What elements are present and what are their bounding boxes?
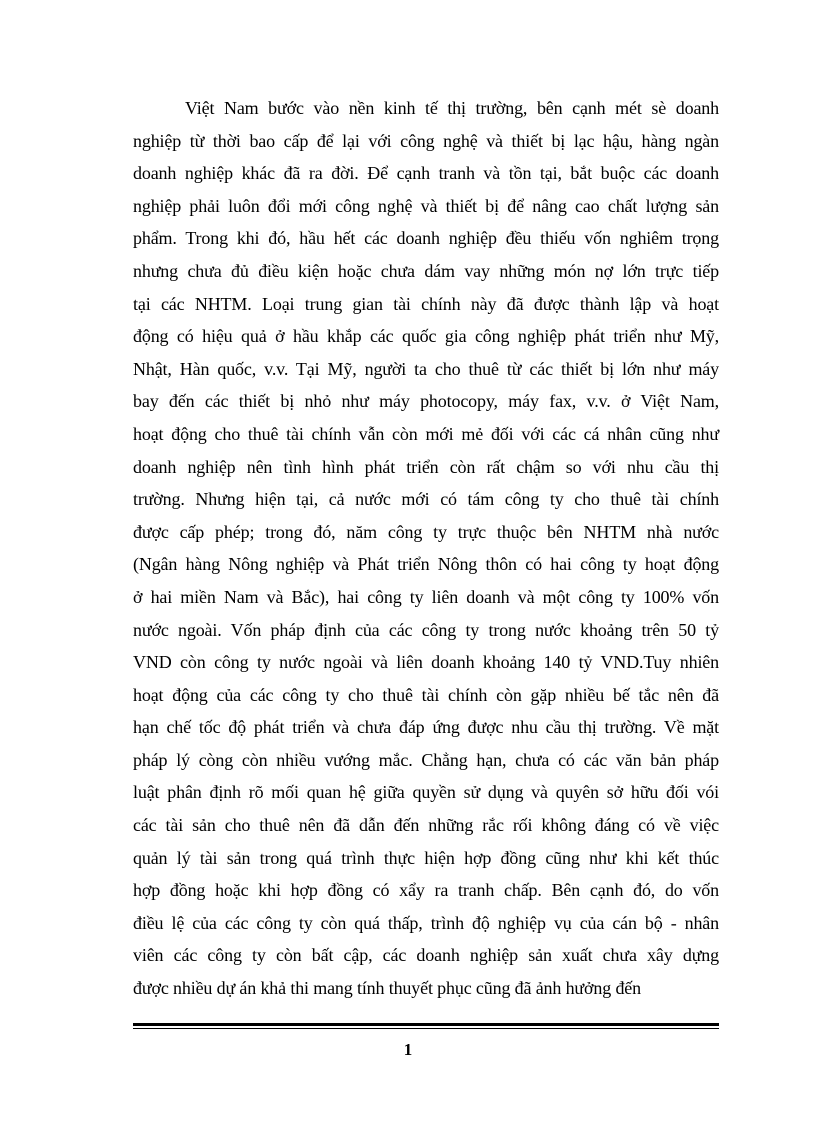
text-line: VND còn công ty nước ngoài và liên doanh khoảng 140 tỷ VND.Tuy nhiên — [133, 652, 719, 673]
text-line: (Ngân hàng Nông nghiệp và Phát triển Nông thôn có hai công ty hoạt động — [133, 554, 719, 575]
text-line: luật phân định rõ mối quan hệ giữa quyền sử dụng và quyên sở hữu đối vói — [133, 782, 719, 803]
text-line: hoạt động của các công ty cho thuê tài chính còn gặp nhiều bế tắc nên đã — [133, 684, 719, 705]
footer-rule — [133, 1023, 719, 1029]
text-line: Việt Nam bước vào nền kinh tế thị trường, bên cạnh mét sè doanh — [185, 98, 719, 118]
text-line: trường. Nhưng hiện tại, cả nước mới có tám công ty cho thuê tài chính — [133, 489, 719, 510]
text-line: phẩm. Trong khi đó, hầu hết các doanh nghiệp đều thiếu vốn nghiêm trọng — [133, 228, 719, 249]
text-line: nghiệp từ thời bao cấp để lại với công nghệ và thiết bị lạc hậu, hàng ngàn — [133, 130, 719, 151]
text-line: doanh nghiệp khác đã ra đời. Để cạnh tranh và tồn tại, bắt buộc các doanh — [133, 163, 719, 184]
text-line: Nhật, Hàn quốc, v.v. Tại Mỹ, người ta cho thuê từ các thiết bị lớn như máy — [133, 358, 719, 379]
text-line: pháp lý còng còn nhiều vướng mắc. Chẳng hạn, chưa có các văn bản pháp — [133, 749, 719, 770]
text-line: điều lệ của các công ty còn quá thấp, trình độ nghiệp vụ của cán bộ - nhân — [133, 912, 719, 933]
text-line: các tài sản cho thuê nên đã dẫn đến những rắc rối không đáng có về việc — [133, 815, 719, 836]
text-line: viên các công ty còn bất cập, các doanh nghiệp sản xuất chưa xây dựng — [133, 945, 719, 966]
text-line: quản lý tài sản trong quá trình thực hiện hợp đồng cũng như khi kết thúc — [133, 847, 719, 868]
footer-rule-thin — [133, 1028, 719, 1029]
text-line: động có hiệu quả ở hầu khắp các quốc gia công nghiệp phát triển như Mỹ, — [133, 326, 719, 347]
text-line: doanh nghiệp nên tình hình phát triển còn rất chậm so với nhu cầu thị — [133, 456, 719, 477]
text-line: hạn chế tốc độ phát triển và chưa đáp ứng được nhu cầu thị trường. Về mặt — [133, 717, 719, 738]
text-line: hợp đồng hoặc khi hợp đồng có xẩy ra tranh chấp. Bên cạnh đó, do vốn — [133, 880, 719, 901]
text-line: hoạt động cho thuê tài chính vẫn còn mới mẻ đối với các cá nhân cũng như — [133, 423, 719, 444]
text-line: được nhiều dự án khả thi mang tính thuyết phục cũng đã ảnh hưởng đến — [133, 978, 641, 999]
text-line: nghiệp phải luôn đổi mới công nghệ và thiết bị để nâng cao chất lượng sản — [133, 195, 719, 216]
body-paragraph — [133, 92, 719, 1005]
text-line: được cấp phép; trong đó, năm công ty trực thuộc bên NHTM nhà nước — [133, 521, 719, 542]
text-line: tại các NHTM. Loại trung gian tài chính này đã được thành lập và hoạt — [133, 293, 719, 314]
text-line: nhưng chưa đủ điều kiện hoặc chưa dám vay những món nợ lớn trực tiếp — [133, 260, 719, 281]
text-line: ở hai miền Nam và Bắc), hai công ty liên doanh và một công ty 100% vốn — [133, 586, 719, 607]
text-line: bay đến các thiết bị nhỏ như máy photocopy, máy fax, v.v. ở Việt Nam, — [133, 391, 719, 412]
page-number: 1 — [403, 1040, 413, 1059]
text-line: nước ngoài. Vốn pháp định của các công ty trong nước khoảng trên 50 tỷ — [133, 619, 719, 640]
